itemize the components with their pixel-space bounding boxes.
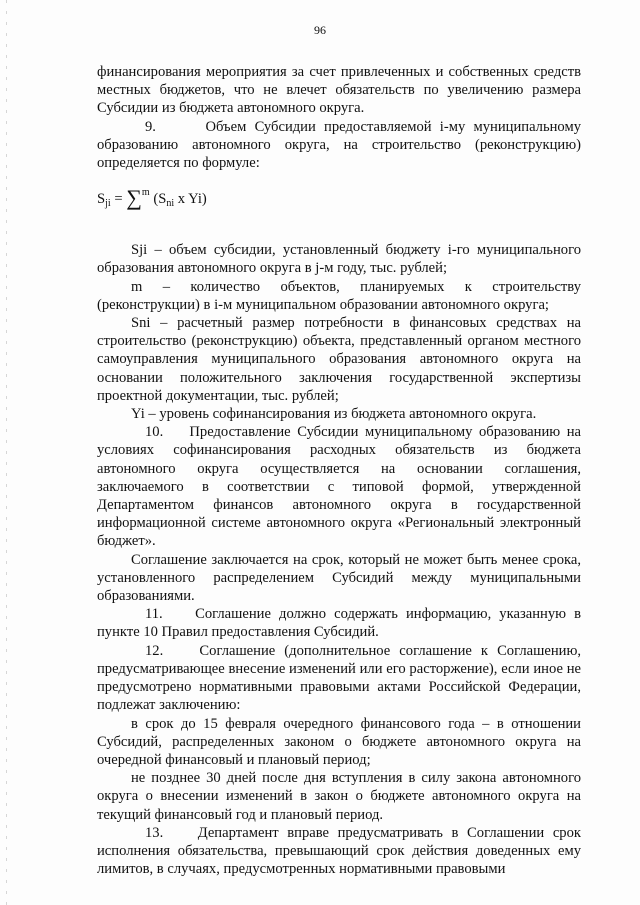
paragraph-continuation: финансирования мероприятия за счет привлеченных и собственных средств местных бюджетов, что не влечет обязательств по увеличению размера Субсидии из бюджета автономного округа. [97,64,581,117]
definition-yi: Yi – уровень софинансирования из бюджета автономного округа. [131,406,537,423]
definition-m: m – количество объектов, планируемых к строительству (реконструкции) в i-м муниципальном образовании автономного округа; [97,278,581,313]
paragraph-11: 11. Соглашение должно содержать информацию, указанную в пункте 10 Правил предоставления Субсидий. [97,606,581,641]
paragraph-13: 13. Департамент вправе предусматривать в Соглашении срок исполнения обязательства, превышающий срок действия доведенных ему лимитов, в случаях, предусмотренных нормативными правовыми [97,824,581,878]
formula-term-open: (S [149,191,167,208]
formula-term-rest: x Yi) [174,191,207,208]
formula-equals: = [110,191,127,208]
definition-sji: Sji – объем субсидии, установленный бюджету i-го муниципального образования автономного округа в j-м году, тыс. рублей; [97,242,581,277]
paragraph-9: 9. Объем Субсидии предоставляемой i-му муниципальному образованию автономного округа, на строительство (реконструкцию) определяется по формуле: [97,118,581,172]
document-body [97,63,581,878]
page-number: 96 [314,23,326,37]
paragraph-12: 12. Соглашение (дополнительное соглашение к Соглашению, предусматривающее внесение изменений или его расторжение), если иное не предусмотрено нормативными правовыми актами Российской Федерации, подлежат заключению: [97,642,581,714]
scan-edge-mark [6,0,7,905]
formula-sum-superscript: m [141,187,150,199]
paragraph-agreement-term: Соглашение заключается на срок, который не может быть менее срока, установленного распределением Субсидий между муниципальными образованиями. [97,551,581,605]
definition-sni: Sni – расчетный размер потребности в финансовых средствах на строительство (реконструкцию) объекта, представленный органом местного самоуправления муниципального образования автономного округа на основании положительного заключения государственной экспертизы проектной документации, тыс. рублей; [97,315,581,404]
formula-lhs: S [97,191,106,208]
paragraph-deadline-30-days: не позднее 30 дней после дня вступления в силу закона автономного округа о внесении изменений в закон о бюджете автономного округа на текущий финансовый год и плановый период. [97,770,581,823]
formula-lhs-subscript: ji [105,198,111,210]
formula-term-subscript: ni [166,198,175,210]
paragraph-deadline-february: в срок до 15 февраля очередного финансового года – в отношении Субсидий, распределенных законом о бюджете автономного округа на очередной финансовый и плановый период; [97,715,581,768]
subsidy-formula [97,182,581,215]
paragraph-10: 10. Предоставление Субсидии муниципальному образованию на условиях софинансирования расходных обязательств из бюджета автономного округа осуществляется на основании соглашения, заключаемого в соответствии с типовой формой, утвержденной Департаментом финансов автономного округа в государственной информационной системе автономного округа «Региональный электронный бюджет». [97,424,581,550]
formula-sum-sign: ∑ [126,185,142,211]
